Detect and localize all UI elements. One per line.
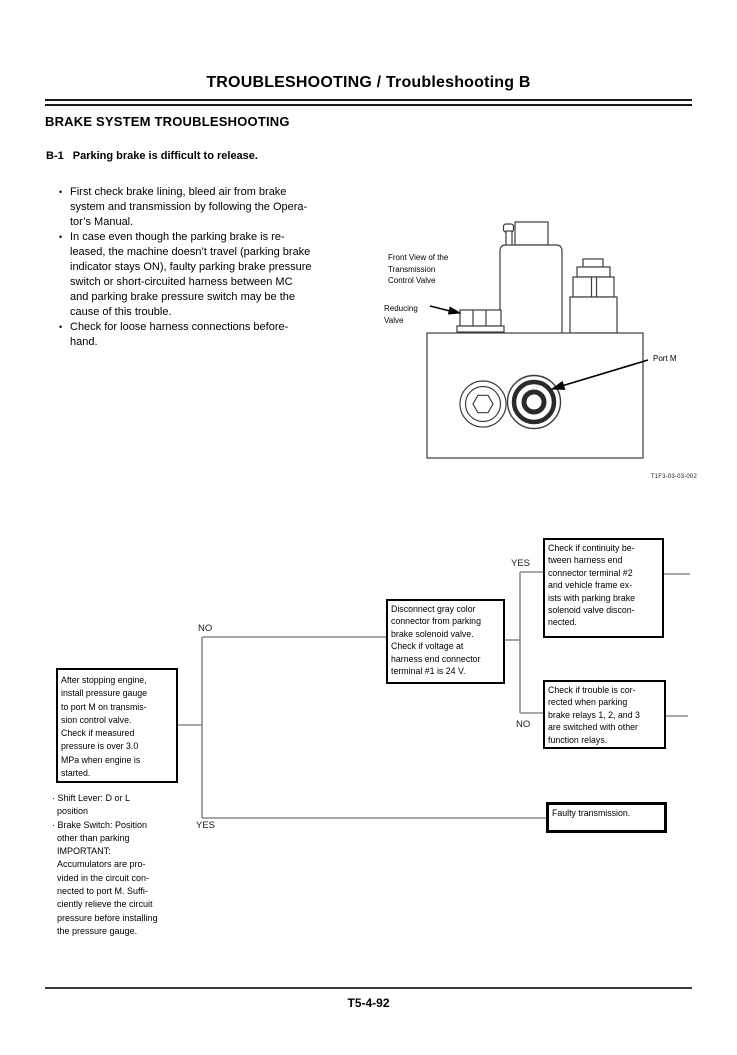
bullet-icon: • xyxy=(59,232,63,242)
subsection-heading xyxy=(46,150,258,162)
section-title: BRAKE SYSTEM TROUBLESHOOTING xyxy=(45,114,290,129)
footer-rule xyxy=(45,987,692,989)
bullet-item xyxy=(59,185,369,230)
flowchart-notes: · Shift Lever: D or L position · Brake Switch: Position other than parking IMPORTANT: Accumulators are pro- vided in the circuit con- nected to port M. Suffi- ciently relieve the circuit pressure before installing the pressure gauge. xyxy=(52,793,158,936)
figure-code: T1F3-03-03-002 xyxy=(650,474,697,480)
bullet-item xyxy=(59,320,369,350)
bullet-item xyxy=(59,230,369,320)
flowchart-voltage-box: Disconnect gray color connector from parking brake solenoid valve. Check if voltage at harness end connector terminal #1 is 24 V. xyxy=(386,599,505,684)
transmission-control-valve-drawing xyxy=(380,195,700,495)
label-port-m: Port M xyxy=(653,354,677,363)
branch1-yes-label: YES xyxy=(196,820,216,831)
branch2-yes-label: YES xyxy=(511,558,531,569)
footer-page-number: T5-4-92 xyxy=(347,996,390,1010)
header-rule-bottom xyxy=(45,104,692,106)
flowchart-faulty-transmission-box: Faulty transmission. xyxy=(546,802,667,833)
flowchart-continuity-box: Check if continuity be- tween harness end connector terminal #2 and vehicle frame ex- ists with parking brake solenoid valve discon- nected. xyxy=(543,538,664,638)
bullet-icon: • xyxy=(59,187,63,197)
page-header-title: TROUBLESHOOTING / Troubleshooting B xyxy=(206,74,531,91)
branch1-no-label: NO xyxy=(198,623,213,634)
bullet-icon: • xyxy=(59,322,63,332)
branch2-no-label: NO xyxy=(516,719,531,730)
label-reducing-valve: Reducing Valve xyxy=(384,304,418,325)
subsection-id: B-1 xyxy=(46,150,64,162)
label-front-view: Front View of the Transmission Control Valve xyxy=(388,253,449,285)
header-rule-top xyxy=(45,99,692,101)
flowchart-start-box: After stopping engine, install pressure gauge to port M on transmis- sion control valve. Check if measured pressure is over 3.0 MPa when engine is started. xyxy=(56,668,178,783)
bullet-text: Check for loose harness connections before- hand. xyxy=(70,321,289,348)
bullet-text: First check brake lining, bleed air from brake system and transmission by following the Opera- tor’s Manual. xyxy=(70,186,308,228)
bullet-text: In case even though the parking brake is re- leased, the machine doesn’t travel (parking brake indicator stays ON), faulty parking brake pressure switch or short-circuited harness between MC and parking brake pressure switch may be the cause of this trouble. xyxy=(70,231,312,318)
subsection-title: Parking brake is difficult to release. xyxy=(72,150,258,162)
intro-bullet-list xyxy=(59,185,369,350)
flowchart-relays-box: Check if trouble is cor- rected when parking brake relays 1, 2, and 3 are switched with other function relays. xyxy=(543,680,666,749)
valve-body-group xyxy=(427,222,643,458)
